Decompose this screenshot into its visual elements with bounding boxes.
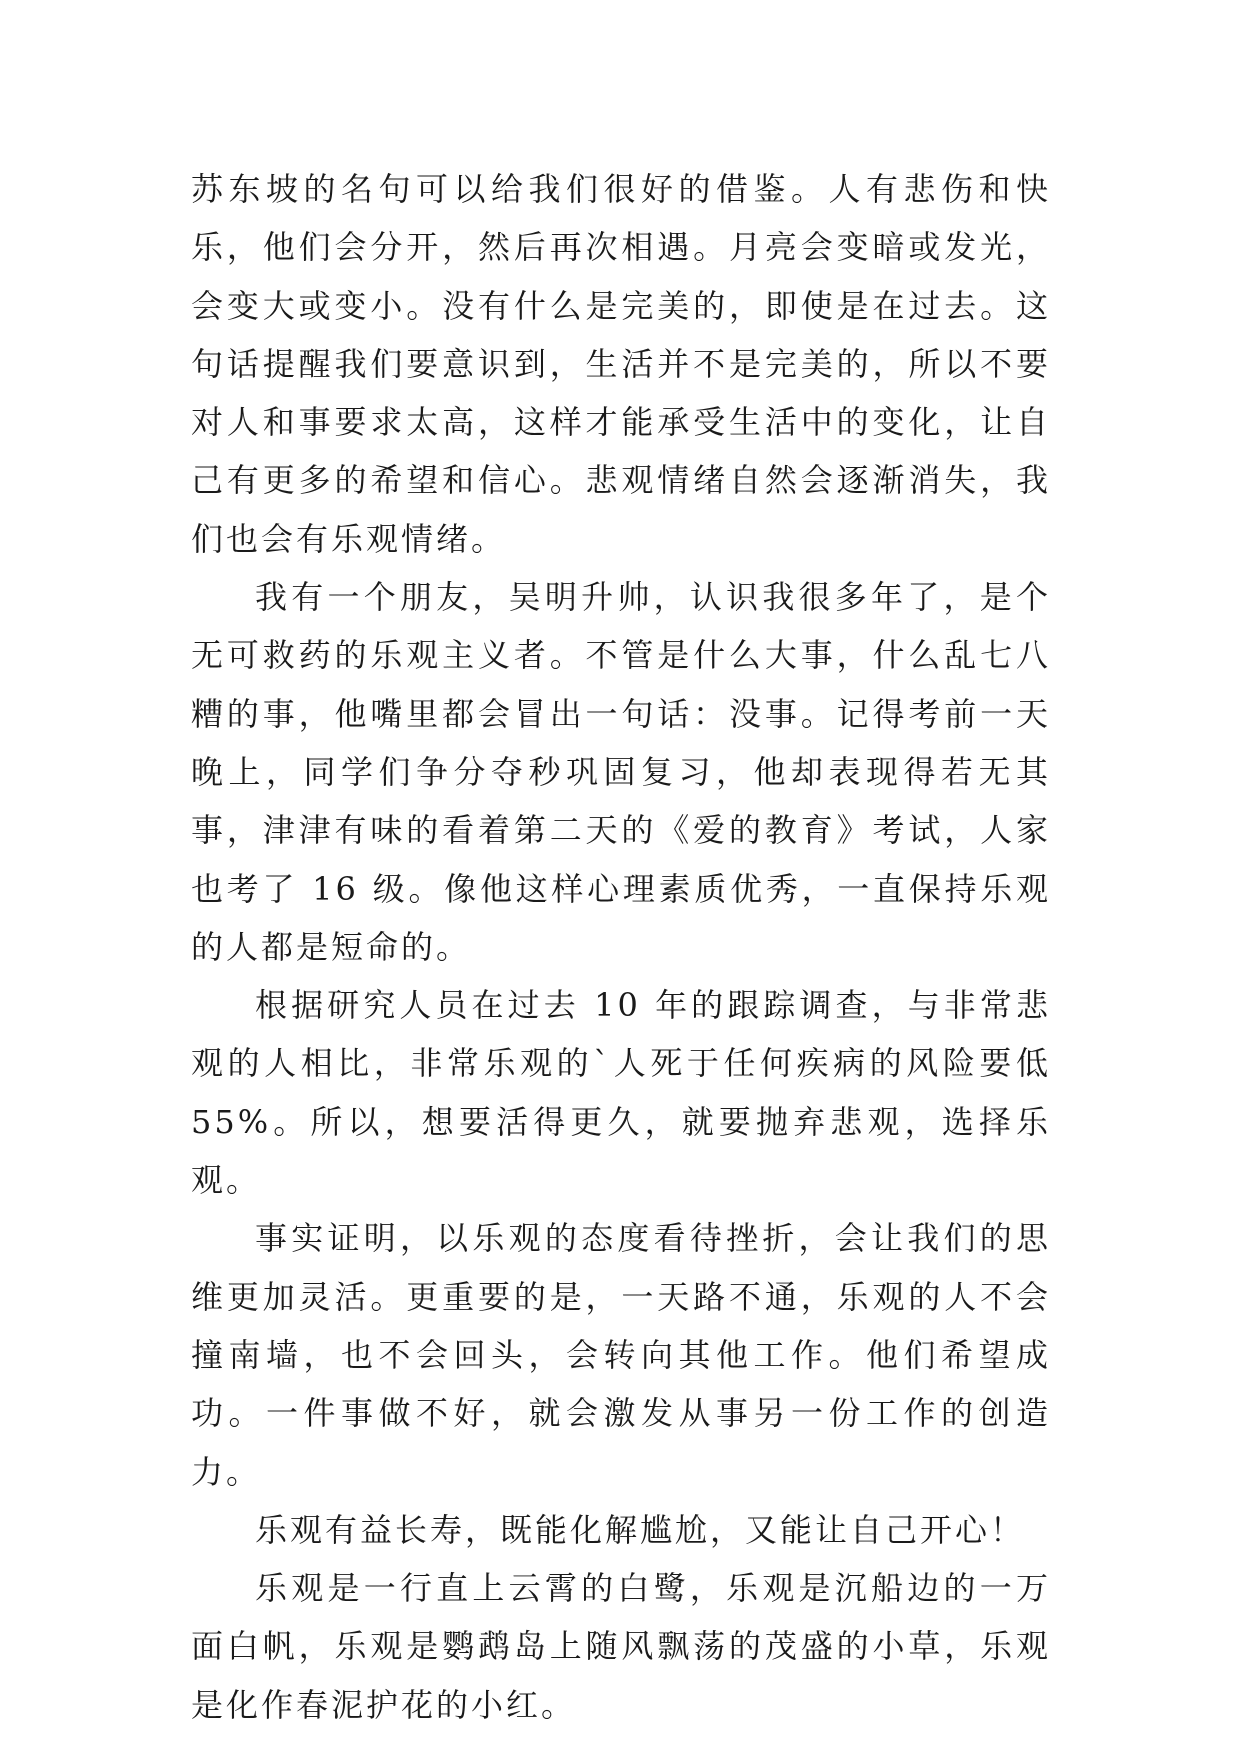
paragraph-3: 根据研究人员在过去 10 年的跟踪调查，与非常悲观的人相比，非常乐观的`人死于任何疾病的风险要低 55%。所以，想要活得更久，就要抛弃悲观，选择乐观。	[191, 986, 1051, 1200]
paragraph-4: 事实证明，以乐观的态度看待挫折，会让我们的思维更加灵活。更重要的是，一天路不通，乐观的人不会撞南墙，也不会回头，会转向其他工作。他们希望成功。一件事做不好，就会激发从事另一份工作的创造力。	[191, 1219, 1051, 1491]
paragraph-6: 乐观是一行直上云霄的白鹭，乐观是沉船边的一万面白帆，乐观是鹦鹉岛上随风飘荡的茂盛的小草，乐观是化作春泥护花的小红。	[191, 1569, 1051, 1724]
document-body	[191, 160, 1051, 1734]
paragraph-5: 乐观有益长寿，既能化解尴尬，又能让自己开心！	[255, 1510, 1026, 1549]
paragraph-1: 苏东坡的名句可以给我们很好的借鉴。人有悲伤和快乐，他们会分开，然后再次相遇。月亮会变暗或发光，会变大或变小。没有什么是完美的，即使是在过去。这句话提醒我们要意识到，生活并不是完美的，所以不要对人和事要求太高，这样才能承受生活中的变化，让自己有更多的希望和信心。悲观情绪自然会逐渐消失，我们也会有乐观情绪。	[191, 170, 1051, 558]
paragraph-2: 我有一个朋友，吴明升帅，认识我很多年了，是个无可救药的乐观主义者。不管是什么大事，什么乱七八糟的事，他嘴里都会冒出一句话：没事。记得考前一天晚上，同学们争分夺秒巩固复习，他却表现得若无其事，津津有味的看着第二天的《爱的教育》考试，人家也考了 16 级。像他这样心理素质优秀，一直保持乐观的人都是短命的。	[191, 578, 1051, 966]
